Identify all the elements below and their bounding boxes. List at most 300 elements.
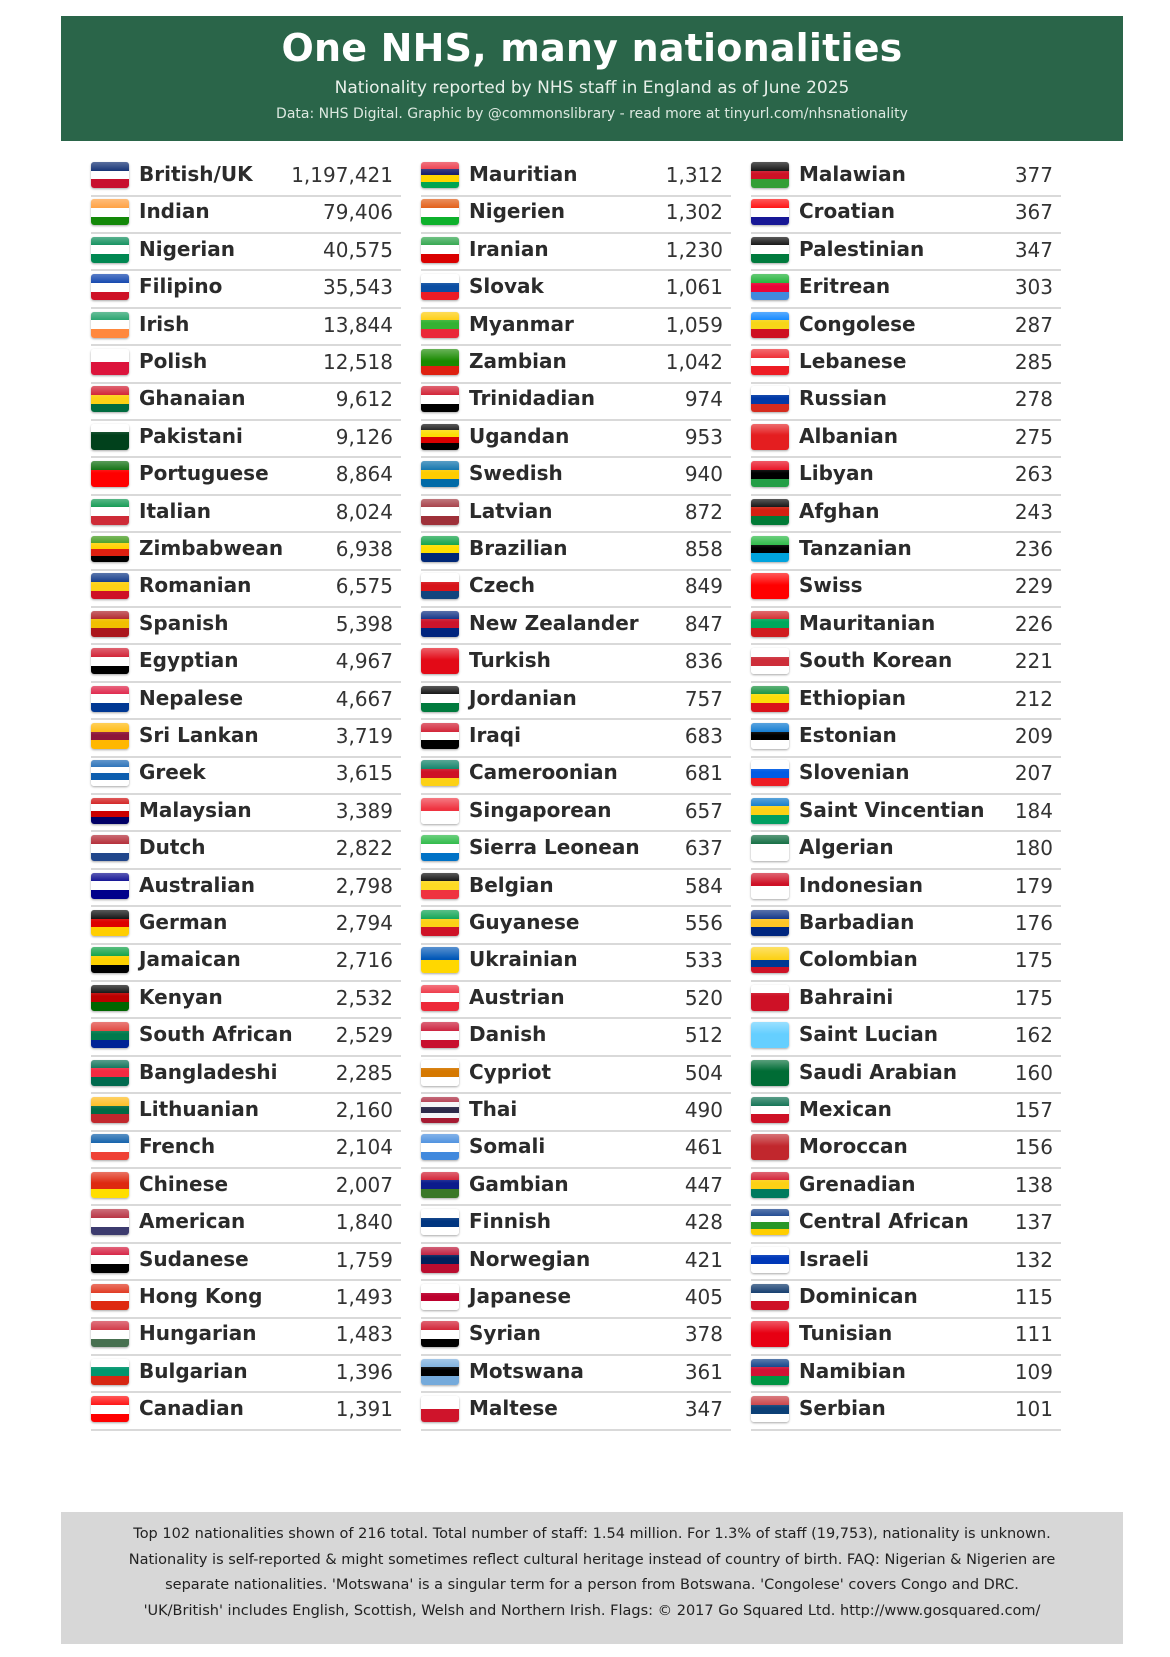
staff-count: 461: [684, 1135, 723, 1160]
staff-count: 2,104: [335, 1135, 393, 1160]
flag-icon: [91, 1134, 129, 1160]
flag-icon: [751, 349, 789, 375]
staff-count: 1,391: [335, 1397, 393, 1422]
table-row: [91, 419, 401, 459]
flag-icon: [91, 648, 129, 674]
flag-icon: [421, 760, 459, 786]
staff-count: 1,396: [335, 1359, 393, 1384]
flag-icon: [91, 1060, 129, 1086]
nationality-label: Slovak: [469, 274, 544, 299]
staff-count: 836: [684, 649, 723, 674]
staff-count: 212: [1014, 686, 1053, 711]
nationality-label: Filipino: [139, 274, 223, 299]
table-row: [421, 232, 731, 272]
flag-icon: [91, 1284, 129, 1310]
table-row: [751, 1279, 1061, 1319]
nationality-label: Russian: [799, 386, 888, 411]
table-row: [91, 1017, 401, 1057]
nationality-label: Afghan: [799, 498, 880, 523]
nationality-label: Estonian: [799, 723, 897, 747]
staff-count: 533: [684, 948, 723, 973]
table-row: [91, 307, 401, 347]
nationality-label: Gambian: [469, 1171, 569, 1196]
staff-count: 9,126: [335, 424, 393, 449]
nationality-label: Belgian: [469, 872, 554, 897]
table-row: [751, 606, 1061, 646]
header-banner: [61, 16, 1123, 141]
flag-icon: [91, 424, 129, 450]
flag-icon: [421, 798, 459, 824]
staff-count: 4,667: [335, 686, 393, 711]
flag-icon: [751, 648, 789, 674]
staff-count: 847: [684, 611, 723, 636]
flag-icon: [421, 1284, 459, 1310]
flag-icon: [421, 910, 459, 936]
flag-icon: [421, 648, 459, 674]
staff-count: 109: [1014, 1359, 1053, 1384]
nationality-label: Nigerien: [469, 199, 565, 224]
flag-icon: [751, 910, 789, 936]
nationality-label: Dutch: [139, 835, 206, 860]
flag-icon: [91, 199, 129, 225]
flag-icon: [751, 424, 789, 450]
table-row: [91, 980, 401, 1020]
nationality-label: Sierra Leonean: [469, 835, 640, 860]
table-row: [421, 1129, 731, 1169]
table-row: [421, 307, 731, 347]
table-row: [91, 494, 401, 534]
nationality-label: Ethiopian: [799, 685, 906, 710]
flag-icon: [421, 873, 459, 899]
staff-count: 1,840: [335, 1210, 393, 1235]
flag-icon: [751, 386, 789, 412]
flag-icon: [751, 1396, 789, 1422]
staff-count: 447: [684, 1172, 723, 1197]
flag-icon: [91, 312, 129, 338]
flag-icon: [751, 798, 789, 824]
flag-icon: [751, 835, 789, 861]
staff-count: 179: [1014, 873, 1053, 898]
nationality-label: Spanish: [139, 610, 229, 635]
flag-icon: [421, 947, 459, 973]
staff-count: 681: [684, 761, 723, 786]
staff-count: 1,312: [665, 163, 723, 187]
flag-icon: [421, 573, 459, 599]
staff-count: 2,532: [335, 985, 393, 1010]
staff-count: 132: [1014, 1247, 1053, 1272]
footer-notes: [61, 1512, 1123, 1644]
nationality-label: Zimbabwean: [139, 536, 284, 560]
flag-icon: [91, 985, 129, 1011]
table-row: [91, 830, 401, 870]
nationality-label: Australian: [139, 872, 255, 897]
flag-icon: [421, 1321, 459, 1347]
table-row: [421, 868, 731, 908]
table-row: [751, 419, 1061, 459]
staff-count: 137: [1014, 1210, 1053, 1235]
nationality-label: Norwegian: [469, 1246, 591, 1271]
flag-icon: [91, 1172, 129, 1198]
flag-icon: [751, 162, 789, 188]
flag-icon: [91, 162, 129, 188]
table-row: [421, 1242, 731, 1282]
table-row: [91, 456, 401, 496]
nationality-label: Ghanaian: [139, 386, 246, 411]
nationality-label: Pakistani: [139, 423, 243, 448]
nationality-label: Palestinian: [799, 236, 925, 261]
table-row: [421, 1279, 731, 1319]
table-row: [421, 494, 731, 534]
flag-icon: [91, 835, 129, 861]
flag-icon: [421, 162, 459, 188]
footer-line: separate nationalities. 'Motswana' is a singular term for a person from Botswana. 'Congolese' covers Congo and DRC.: [165, 1577, 1019, 1593]
nationality-label: Somali: [469, 1134, 546, 1159]
nationality-label: Maltese: [469, 1396, 558, 1421]
flag-icon: [421, 1172, 459, 1198]
flag-icon: [91, 573, 129, 599]
staff-count: 180: [1014, 836, 1053, 861]
flag-icon: [751, 760, 789, 786]
flag-icon: [421, 199, 459, 225]
nationality-label: Indonesian: [799, 872, 924, 897]
flag-icon: [421, 237, 459, 263]
staff-count: 2,529: [335, 1023, 393, 1048]
nationality-label: Guyanese: [469, 910, 580, 934]
nationality-label: Cypriot: [469, 1059, 552, 1084]
flag-icon: [91, 910, 129, 936]
flag-icon: [91, 760, 129, 786]
table-row: [751, 755, 1061, 795]
flag-icon: [751, 1321, 789, 1347]
staff-count: 512: [684, 1023, 723, 1048]
staff-count: 683: [684, 724, 723, 748]
staff-count: 285: [1014, 350, 1053, 374]
flag-icon: [751, 499, 789, 525]
table-row: [91, 1055, 401, 1095]
table-row: [751, 1055, 1061, 1095]
table-row: [421, 531, 731, 571]
nationality-label: South Korean: [799, 648, 953, 673]
staff-count: 520: [684, 985, 723, 1010]
nationality-label: South African: [139, 1022, 293, 1047]
flag-icon: [91, 686, 129, 712]
staff-count: 757: [684, 686, 723, 711]
flag-icon: [751, 985, 789, 1011]
flag-icon: [751, 1134, 789, 1160]
table-row: [421, 643, 731, 683]
table-row: [751, 157, 1061, 197]
nationality-label: Ukrainian: [469, 947, 578, 972]
staff-count: 1,302: [665, 200, 723, 225]
table-row: [751, 381, 1061, 421]
nationality-label: Dominican: [799, 1284, 918, 1308]
nationality-label: Mexican: [799, 1097, 892, 1121]
flag-icon: [751, 1359, 789, 1385]
table-row: [421, 681, 731, 721]
staff-count: 367: [1014, 200, 1053, 225]
table-row: [91, 1354, 401, 1394]
flag-icon: [751, 1172, 789, 1198]
table-row: [421, 568, 731, 608]
staff-count: 12,518: [323, 350, 393, 374]
staff-count: 1,059: [665, 312, 723, 337]
nationality-label: Albanian: [799, 423, 898, 448]
page-subtitle: Nationality reported by NHS staff in England as of June 2025: [334, 78, 850, 98]
flag-icon: [751, 1209, 789, 1235]
flag-icon: [751, 536, 789, 562]
table-row: [421, 194, 731, 234]
staff-count: 849: [684, 574, 723, 599]
flag-icon: [91, 499, 129, 525]
footer-line: 'UK/British' includes English, Scottish, Welsh and Northern Irish. Flags: © 2017 Go Squared Ltd. http://www.gosquared.com/: [143, 1602, 1041, 1619]
nationality-label: Croatian: [799, 199, 895, 224]
nationality-label: Eritrean: [799, 274, 891, 299]
table-row: [421, 1017, 731, 1057]
staff-count: 3,719: [335, 724, 393, 748]
table-row: [751, 1204, 1061, 1244]
staff-count: 1,042: [665, 350, 723, 374]
flag-icon: [91, 1209, 129, 1235]
nationality-label: Brazilian: [469, 536, 568, 560]
table-row: [751, 942, 1061, 982]
staff-count: 872: [684, 499, 723, 524]
table-row: [91, 681, 401, 721]
footer-line: Top 102 nationalities shown of 216 total. Total number of staff: 1.54 million. For 1.3% of staff (19,753), nationality is unknown.: [133, 1526, 1051, 1542]
table-row: [421, 942, 731, 982]
table-row: [91, 1391, 401, 1431]
flag-icon: [421, 349, 459, 375]
staff-count: 162: [1014, 1023, 1053, 1048]
flag-icon: [421, 386, 459, 412]
table-row: [421, 793, 731, 833]
nationality-label: Tunisian: [799, 1321, 893, 1346]
staff-count: 490: [684, 1098, 723, 1122]
nationality-label: Romanian: [139, 573, 252, 598]
staff-count: 1,493: [335, 1285, 393, 1309]
staff-count: 13,844: [323, 312, 393, 337]
staff-count: 8,864: [335, 462, 393, 487]
nationality-label: Italian: [139, 498, 211, 523]
flag-icon: [751, 1060, 789, 1086]
table-row: [421, 1204, 731, 1244]
flag-icon: [421, 499, 459, 525]
flag-icon: [421, 424, 459, 450]
flag-icon: [91, 349, 129, 375]
flag-icon: [91, 947, 129, 973]
table-row: [751, 643, 1061, 683]
staff-count: 584: [684, 873, 723, 898]
flag-icon: [91, 237, 129, 263]
staff-count: 556: [684, 911, 723, 935]
staff-count: 377: [1014, 163, 1053, 187]
nationality-label: Latvian: [469, 498, 553, 523]
nationality-label: Japanese: [469, 1284, 572, 1308]
staff-count: 101: [1014, 1397, 1053, 1422]
staff-count: 3,615: [335, 761, 393, 786]
table-row: [91, 905, 401, 945]
staff-count: 2,160: [335, 1098, 393, 1122]
nationality-label: Sri Lankan: [139, 723, 259, 747]
table-row: [751, 269, 1061, 309]
nationality-label: Zambian: [469, 349, 567, 373]
flag-icon: [91, 1396, 129, 1422]
nationality-label: Hungarian: [139, 1321, 257, 1346]
flag-icon: [421, 312, 459, 338]
flag-icon: [751, 686, 789, 712]
nationality-label: Trinidadian: [469, 386, 595, 411]
staff-count: 953: [684, 424, 723, 449]
staff-count: 236: [1014, 537, 1053, 561]
staff-count: 8,024: [335, 499, 393, 524]
nationality-label: Egyptian: [139, 648, 239, 673]
table-row: [751, 456, 1061, 496]
nationality-label: Lithuanian: [139, 1097, 259, 1121]
staff-count: 974: [684, 387, 723, 412]
table-row: [91, 1129, 401, 1169]
staff-count: 2,822: [335, 836, 393, 861]
staff-count: 6,938: [335, 537, 393, 561]
table-row: [751, 232, 1061, 272]
nationality-label: Czech: [469, 573, 535, 598]
table-row: [421, 1167, 731, 1207]
staff-count: 226: [1014, 611, 1053, 636]
staff-count: 138: [1014, 1172, 1053, 1197]
table-row: [91, 1204, 401, 1244]
table-row: [91, 344, 401, 384]
flag-icon: [421, 536, 459, 562]
staff-count: 160: [1014, 1060, 1053, 1085]
staff-count: 229: [1014, 574, 1053, 599]
nationality-label: Austrian: [469, 984, 565, 1009]
table-row: [421, 1092, 731, 1132]
table-row: [91, 606, 401, 646]
table-row: [421, 419, 731, 459]
staff-count: 2,798: [335, 873, 393, 898]
table-row: [421, 269, 731, 309]
nationality-label: Colombian: [799, 947, 918, 972]
table-row: [91, 381, 401, 421]
flag-icon: [421, 1396, 459, 1422]
staff-count: 6,575: [335, 574, 393, 599]
table-row: [751, 531, 1061, 571]
table-row: [751, 1391, 1061, 1431]
nationality-label: Turkish: [469, 648, 551, 673]
staff-count: 209: [1014, 724, 1053, 748]
nationality-label: Jordanian: [469, 685, 577, 710]
table-row: [421, 1354, 731, 1394]
table-row: [421, 157, 731, 197]
footer-line: Nationality is self-reported & might sometimes reflect cultural heritage instead of country of birth. FAQ: Nigerian & Nigerien are: [128, 1551, 1056, 1568]
flag-icon: [91, 1247, 129, 1273]
table-row: [91, 643, 401, 683]
staff-count: 2,007: [335, 1172, 393, 1197]
nationality-label: Iraqi: [469, 723, 521, 747]
staff-count: 221: [1014, 649, 1053, 674]
table-row: [91, 1242, 401, 1282]
flag-icon: [91, 798, 129, 824]
table-row: [751, 868, 1061, 908]
staff-count: 35,543: [323, 275, 393, 300]
table-row: [91, 157, 401, 197]
nationality-label: Malawian: [799, 162, 906, 186]
source-credit: Data: NHS Digital. Graphic by @commonslibrary - read more at tinyurl.com/nhsnationality: [276, 106, 908, 122]
staff-count: 421: [684, 1247, 723, 1272]
nationality-label: Bulgarian: [139, 1358, 248, 1383]
table-row: [751, 1129, 1061, 1169]
table-row: [751, 1242, 1061, 1282]
nationality-label: Barbadian: [799, 910, 915, 934]
page-title: One NHS, many nationalities: [281, 26, 903, 70]
table-row: [421, 980, 731, 1020]
nationality-label: Jamaican: [139, 947, 241, 972]
staff-count: 184: [1014, 798, 1053, 823]
nationality-label: Syrian: [469, 1321, 541, 1346]
staff-count: 361: [684, 1359, 723, 1384]
staff-count: 115: [1014, 1285, 1053, 1309]
staff-count: 3,389: [335, 798, 393, 823]
flag-icon: [751, 1022, 789, 1048]
table-row: [421, 456, 731, 496]
table-row: [91, 269, 401, 309]
table-row: [751, 568, 1061, 608]
flag-icon: [421, 1134, 459, 1160]
table-row: [421, 755, 731, 795]
table-row: [751, 793, 1061, 833]
table-row: [751, 1167, 1061, 1207]
flag-icon: [421, 1247, 459, 1273]
flag-icon: [421, 1022, 459, 1048]
nationality-label: Swedish: [469, 461, 563, 486]
staff-count: 243: [1014, 499, 1053, 524]
nationality-label: Canadian: [139, 1396, 244, 1421]
table-row: [91, 868, 401, 908]
staff-count: 303: [1014, 275, 1053, 300]
table-row: [91, 755, 401, 795]
staff-count: 1,197,421: [291, 163, 393, 187]
flag-icon: [91, 461, 129, 487]
staff-count: 156: [1014, 1135, 1053, 1160]
staff-count: 176: [1014, 911, 1053, 935]
nationality-label: Myanmar: [469, 311, 574, 336]
staff-count: 2,716: [335, 948, 393, 973]
flag-icon: [91, 274, 129, 300]
flag-icon: [91, 723, 129, 749]
staff-count: 207: [1014, 761, 1053, 786]
flag-icon: [751, 1097, 789, 1123]
staff-count: 9,612: [335, 387, 393, 412]
staff-count: 405: [684, 1285, 723, 1309]
staff-count: 347: [684, 1397, 723, 1422]
nationality-label: Moroccan: [799, 1134, 908, 1159]
table-row: [751, 344, 1061, 384]
nationality-label: French: [139, 1134, 216, 1159]
nationality-label: Greek: [139, 760, 206, 785]
table-row: [91, 1316, 401, 1356]
staff-count: 1,483: [335, 1322, 393, 1347]
flag-icon: [91, 386, 129, 412]
table-row: [751, 980, 1061, 1020]
nationality-label: Nepalese: [139, 685, 244, 710]
flag-icon: [751, 573, 789, 599]
flag-icon: [91, 536, 129, 562]
table-row: [421, 718, 731, 758]
flag-icon: [751, 723, 789, 749]
table-row: [421, 606, 731, 646]
nationality-label: Malaysian: [139, 797, 252, 822]
nationality-label: Hong Kong: [139, 1284, 263, 1308]
staff-count: 378: [684, 1322, 723, 1347]
staff-count: 1,230: [665, 237, 723, 262]
